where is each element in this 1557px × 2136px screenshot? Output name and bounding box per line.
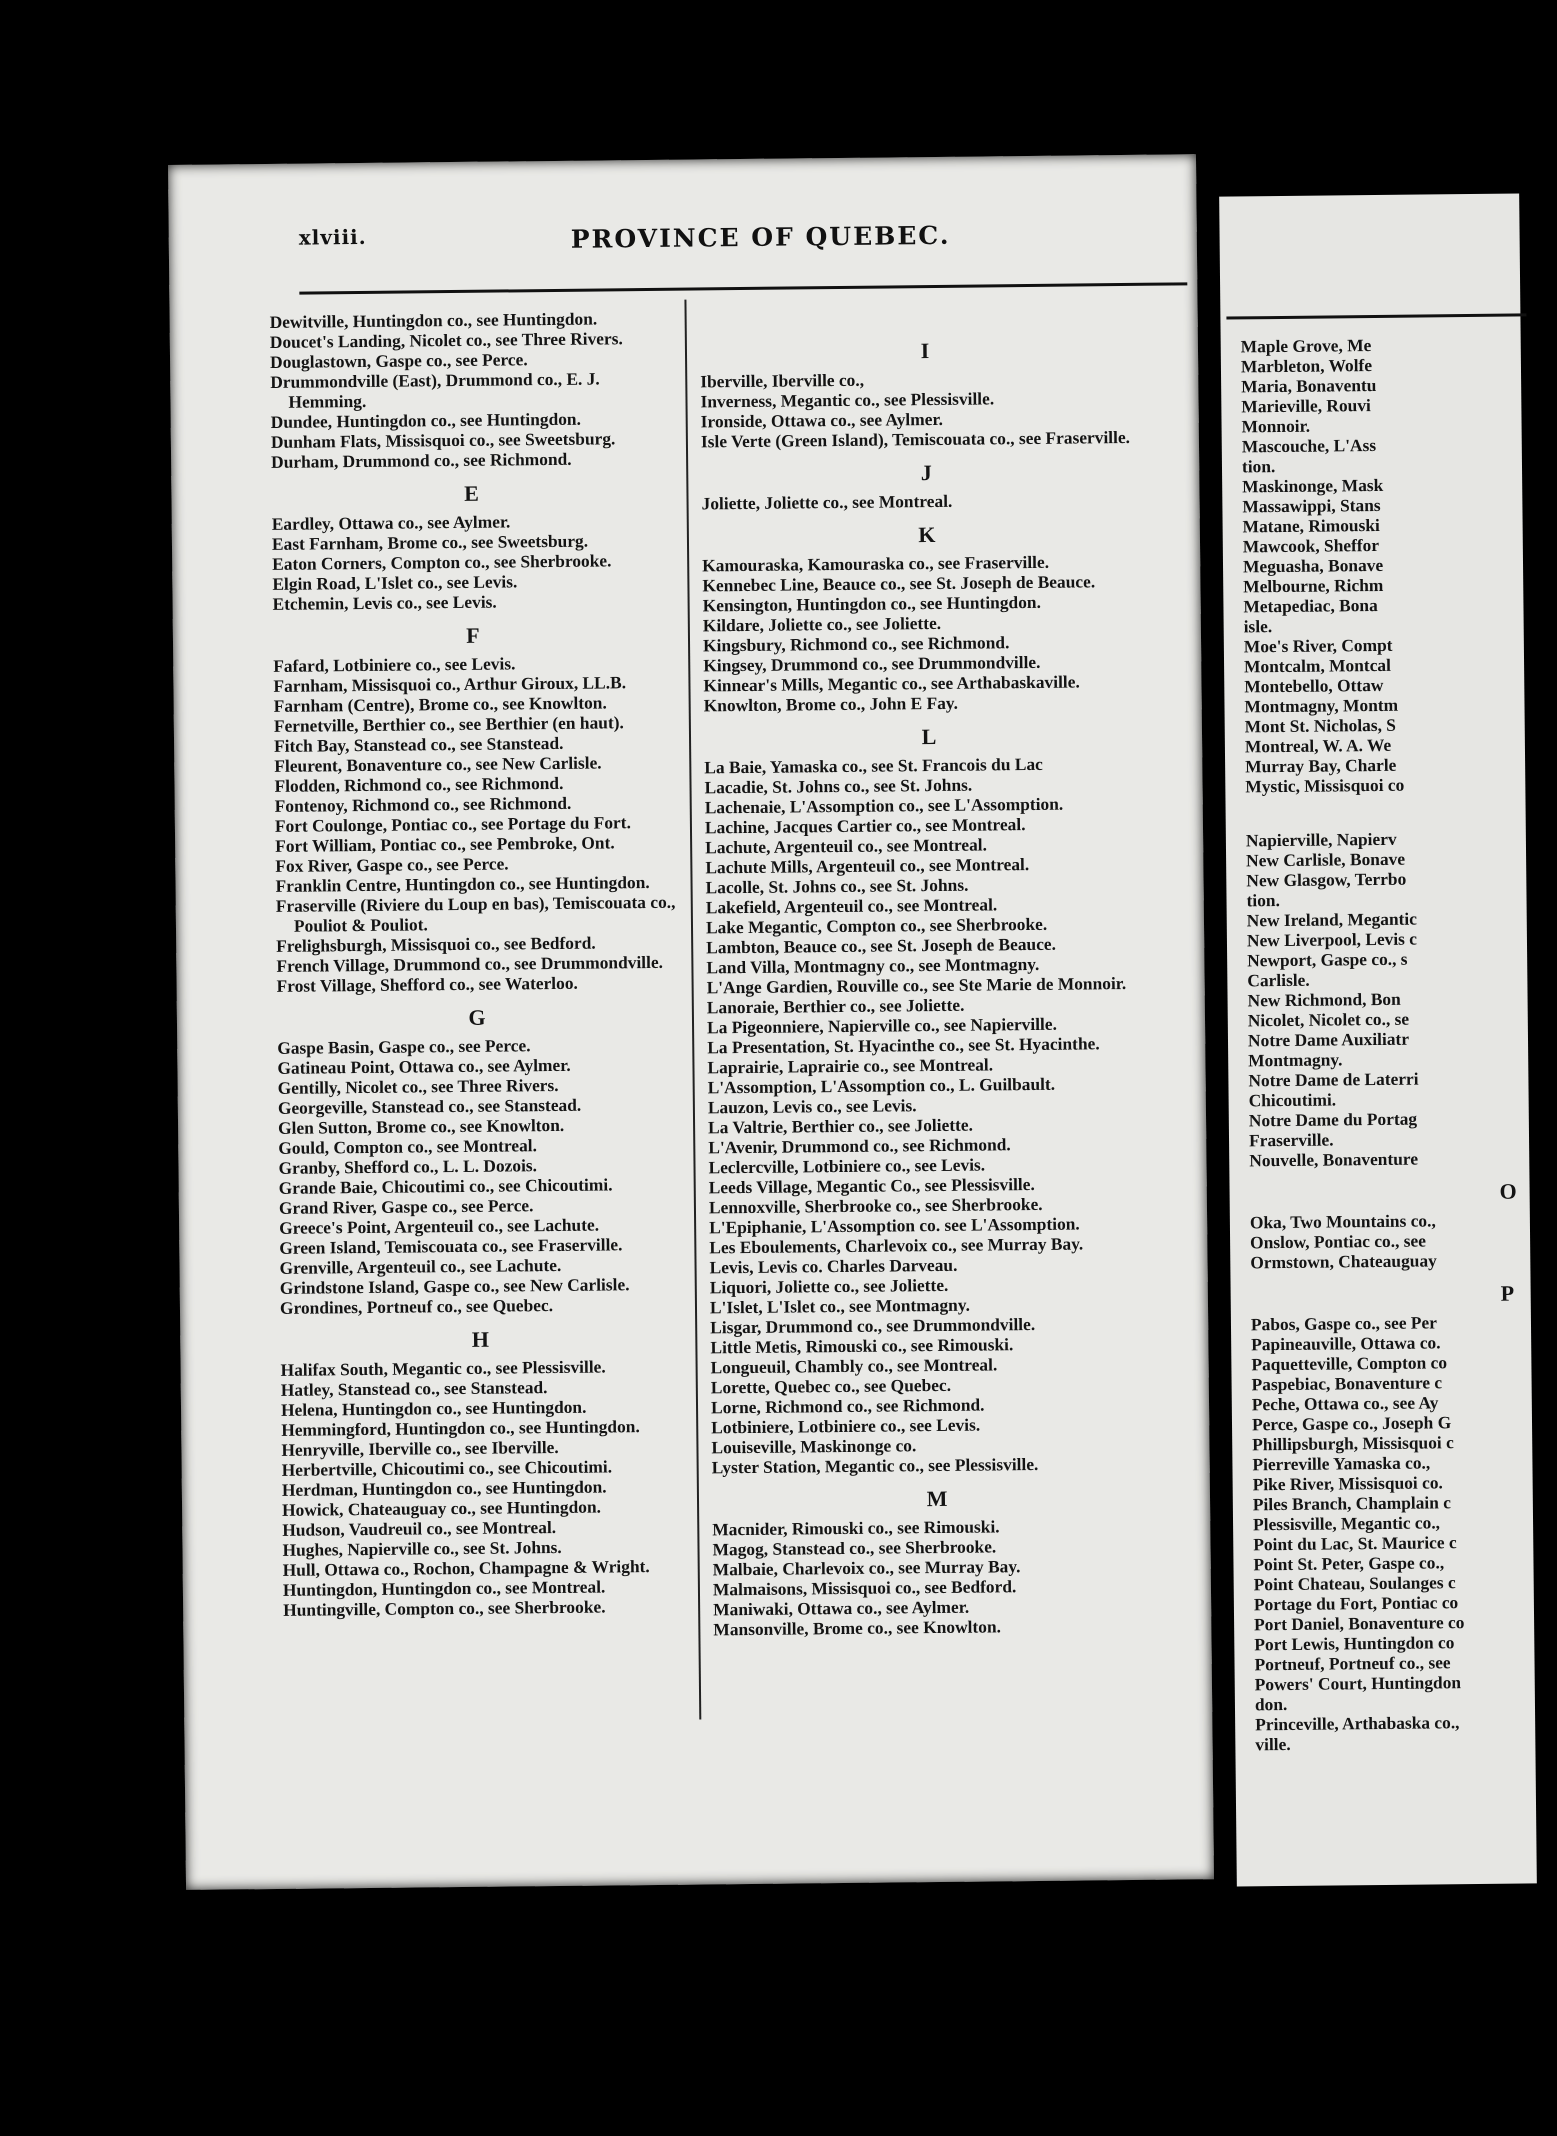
- index-entry: Drummondville (East), Drummond co., E. J. Hemming.: [270, 368, 600, 412]
- index-entry: Frost Village, Shefford co., see Waterloo.: [276, 972, 578, 996]
- index-entry: Granby, Shefford co., L. L. Dozois.: [278, 1155, 538, 1178]
- letter-heading-g: G: [468, 1004, 486, 1030]
- index-entry: Frelighsburgh, Missisquoi co., see Bedford.: [276, 932, 596, 956]
- index-entry: Howick, Chateauguay co., see Huntingdon.: [281, 1496, 602, 1520]
- index-entry: Gaspe Basin, Gaspe co., see Perce.: [277, 1035, 531, 1058]
- index-entry: Elgin Road, L'Islet co., see Levis.: [272, 571, 518, 594]
- index-entry: East Farnham, Brome co., see Sweetsburg.: [271, 530, 589, 554]
- next-page-line: Montmagny.: [1248, 1049, 1343, 1071]
- index-entry: Lotbiniere, Lotbiniere co., see Levis.: [711, 1414, 981, 1438]
- next-page-line: Metapediac, Bona: [1243, 594, 1378, 617]
- index-entry: L'Islet, L'Islet co., see Montmagny.: [709, 1294, 970, 1318]
- next-page-line: Point du Lac, St. Maurice c: [1253, 1532, 1457, 1555]
- next-page-line: Murray Bay, Charle: [1245, 754, 1397, 777]
- next-group-m: [1241, 333, 1546, 796]
- group-j: [701, 489, 1151, 514]
- index-entry: Kinnear's Mills, Megantic co., see Arthabaskaville.: [703, 671, 1080, 696]
- index-entry: Maniwaki, Ottawa co., see Aylmer.: [713, 1596, 970, 1620]
- next-group-o: [1250, 1209, 1551, 1272]
- next-page-line: Point Chateau, Soulanges c: [1253, 1572, 1456, 1595]
- index-entry: Grande Baie, Chicoutimi co., see Chicoutimi.: [278, 1174, 613, 1198]
- next-page-line: Matane, Rimouski: [1242, 514, 1380, 537]
- next-page-line: Nicolet, Nicolet co., se: [1247, 1008, 1410, 1031]
- index-entry: Kingsbury, Richmond co., see Richmond.: [702, 632, 1010, 656]
- index-entry: Grindstone Island, Gaspe co., see New Carlisle.: [279, 1274, 630, 1298]
- index-entry: Lyster Station, Megantic co., see Plessisville.: [711, 1453, 1039, 1478]
- page-header: [299, 217, 1169, 256]
- index-entry: Kildare, Joliette co., see Joliette.: [702, 612, 942, 636]
- letter-heading-h: H: [471, 1326, 490, 1352]
- next-page-line: New Richmond, Bon: [1247, 988, 1401, 1011]
- index-entry: Herbertville, Chicoutimi co., see Chicoutimi.: [281, 1456, 613, 1480]
- next-page-line: New Glasgow, Terrbo: [1246, 868, 1407, 891]
- index-entry: Longueuil, Chambly co., see Montreal.: [710, 1354, 998, 1378]
- next-page-line: New Liverpool, Levis c: [1246, 928, 1418, 951]
- next-letter-heading-p: P: [1500, 1280, 1515, 1306]
- page-number: xlviii.: [298, 224, 367, 250]
- index-entry: Franklin Centre, Huntingdon co., see Huntingdon.: [275, 871, 650, 896]
- index-entry: Grondines, Portneuf co., see Quebec.: [279, 1295, 554, 1318]
- letter-heading-l: L: [921, 723, 937, 750]
- index-entry: Magog, Stanstead co., see Sherbrooke.: [712, 1536, 997, 1560]
- next-page-line: Portneuf, Portneuf co., see: [1254, 1652, 1451, 1675]
- index-entry: Lachute, Argenteuil co., see Montreal.: [705, 834, 988, 858]
- index-entry: Iberville, Iberville co.,: [700, 369, 865, 392]
- letter-heading-e: E: [463, 480, 479, 506]
- group-h: [281, 1356, 684, 1620]
- index-entry: Kingsey, Drummond co., see Drummondville.: [703, 651, 1041, 676]
- index-entry: Flodden, Richmond co., see Richmond.: [274, 772, 564, 796]
- index-entry: Mansonville, Brome co., see Knowlton.: [713, 1616, 1002, 1640]
- next-group-p: [1251, 1311, 1556, 1754]
- next-page-line: Maskinonge, Mask: [1242, 474, 1384, 497]
- index-entry: Farnham, Missisquoi co., Arthur Giroux, LL.B.: [273, 672, 627, 696]
- index-entry: Malmaisons, Missisquoi co., see Bedford.: [712, 1576, 1017, 1600]
- index-entry: Lorne, Richmond co., see Richmond.: [710, 1394, 985, 1418]
- index-entry: Hull, Ottawa co., Rochon, Champagne & Wright.: [282, 1556, 650, 1580]
- index-entry: Dunham Flats, Missisquoi co., see Sweetsburg.: [270, 428, 616, 452]
- letter-heading-m: M: [926, 1485, 948, 1512]
- next-page-line: Onslow, Pontiac co., see: [1250, 1230, 1427, 1253]
- next-page-line: Maria, Bonaventu: [1241, 374, 1377, 397]
- index-entry: Lachine, Jacques Cartier co., see Montreal.: [704, 814, 1026, 838]
- next-page-line: Mystic, Missisquoi co: [1245, 774, 1405, 797]
- index-entry: Dundee, Huntingdon co., see Huntingdon.: [270, 408, 582, 432]
- group-i: [700, 367, 1151, 452]
- group-g: [277, 1034, 680, 1318]
- index-entry: Lauzon, Levis co., see Levis.: [707, 1095, 917, 1118]
- index-entry: Liquori, Joliette co., see Joliette.: [709, 1274, 949, 1298]
- next-page-column: [1241, 333, 1556, 1754]
- next-page-line: Powers' Court, Huntingdon: [1254, 1672, 1462, 1695]
- next-page-line: Ormstown, Chateauguay: [1250, 1250, 1437, 1273]
- index-entry: La Baie, Yamaska co., see St. Francois du Lac: [704, 753, 1043, 778]
- index-entry: L'Avenir, Drummond co., see Richmond.: [708, 1134, 1011, 1158]
- index-entry: Huntingdon, Huntingdon co., see Montreal.: [282, 1576, 606, 1600]
- next-page-line: Port Lewis, Huntingdon co: [1254, 1632, 1455, 1655]
- index-entry: Eaton Corners, Compton co., see Sherbrooke.: [272, 550, 612, 574]
- index-entry: L'Ange Gardien, Rouville co., see Ste Marie de Monnoir.: [706, 973, 1127, 998]
- index-entry: Fleurent, Bonaventure co., see New Carlisle.: [274, 752, 602, 776]
- index-entry: Gentilly, Nicolet co., see Three Rivers.: [277, 1074, 559, 1098]
- index-entry: Hemmingford, Huntingdon co., see Huntingdon.: [281, 1416, 640, 1440]
- next-page-line: Meguasha, Bonave: [1242, 554, 1384, 577]
- index-entry: Fafard, Lotbiniere co., see Levis.: [273, 653, 516, 676]
- next-page-line: Monnoir.: [1241, 415, 1311, 437]
- index-entry: Hughes, Napierville co., see St. Johns.: [282, 1536, 562, 1560]
- index-entry: Little Metis, Rimouski co., see Rimouski.: [710, 1334, 1014, 1358]
- right-column: [700, 325, 1164, 1640]
- index-entry: Grand River, Gaspe co., see Perce.: [278, 1195, 534, 1218]
- index-entry: Dewitville, Huntingdon co., see Huntingdon.: [269, 308, 598, 332]
- next-page-line: New Carlisle, Bonave: [1246, 848, 1406, 871]
- letter-heading-f: F: [466, 622, 480, 648]
- next-page-line: Napierville, Napierv: [1245, 828, 1397, 851]
- next-page-line: Phillipsburgh, Missisquoi c: [1252, 1432, 1454, 1455]
- group-l: [704, 753, 1162, 1478]
- next-page-line: Mascouche, L'Ass: [1241, 434, 1377, 457]
- next-page-line: Notre Dame du Portag: [1248, 1108, 1418, 1131]
- next-page-line: isle.: [1243, 616, 1273, 637]
- page-title: PROVINCE OF QUEBEC.: [570, 220, 951, 254]
- next-page-line: Notre Dame de Laterri: [1248, 1068, 1419, 1091]
- index-entry: Ironside, Ottawa co., see Aylmer.: [700, 408, 943, 432]
- index-entry: Glen Sutton, Brome co., see Knowlton.: [277, 1114, 565, 1138]
- next-page-line: New Ireland, Megantic: [1246, 908, 1418, 931]
- index-entry: Fraserville (Riviere du Loup en bas), Temiscouata co., Pouliot & Pouliot.: [275, 891, 676, 936]
- next-page-line: Paquetteville, Compton co: [1251, 1352, 1448, 1375]
- index-entry: Louiseville, Maskinonge co.: [711, 1435, 917, 1458]
- index-entry: French Village, Drummond co., see Drummondville.: [276, 951, 664, 976]
- index-entry: Kamouraska, Kamouraska co., see Fraserville.: [702, 551, 1050, 576]
- index-entry: L'Epiphanie, L'Assomption co. see L'Assomption.: [709, 1213, 1080, 1238]
- next-page-line: don.: [1254, 1693, 1288, 1715]
- next-page-line: Nouvelle, Bonaventure: [1249, 1148, 1419, 1171]
- index-entry: Kensington, Huntingdon co., see Huntingdon.: [702, 591, 1041, 616]
- next-page-line: Pike River, Missisquoi co.: [1252, 1472, 1443, 1495]
- next-page-line: Montebello, Ottaw: [1244, 674, 1384, 697]
- index-entry: Fernetville, Berthier co., see Berthier (en haut).: [273, 712, 624, 736]
- index-entry: Georgeville, Stanstead co., see Stanstead.: [277, 1094, 582, 1118]
- index-entry: Fox River, Gaspe co., see Perce.: [275, 853, 509, 876]
- index-entry: Leclercville, Lotbiniere co., see Levis.: [708, 1154, 986, 1178]
- next-page-line: Montmagny, Montm: [1244, 694, 1399, 717]
- index-entry: Greece's Point, Argenteuil co., see Lachute.: [279, 1214, 600, 1238]
- index-entry: La Presentation, St. Hyacinthe co., see St. Hyacinthe.: [707, 1033, 1100, 1058]
- index-entry: Lisgar, Drummond co., see Drummondville.: [710, 1313, 1036, 1338]
- next-page-line: Port Daniel, Bonaventure co: [1254, 1612, 1465, 1635]
- next-page-line: Melbourne, Richm: [1243, 574, 1384, 597]
- index-entry: Inverness, Megantic co., see Plessisville.: [700, 388, 995, 412]
- next-page-line: tion.: [1241, 456, 1276, 477]
- next-page-line: Montreal, W. A. We: [1244, 734, 1392, 757]
- index-entry: Douglastown, Gaspe co., see Perce.: [269, 349, 528, 372]
- group-m: [712, 1515, 1163, 1640]
- group-f: [273, 652, 677, 996]
- index-entry: Leeds Village, Megantic Co., see Plessisville.: [708, 1173, 1035, 1198]
- index-entry: Macnider, Rimouski co., see Rimouski.: [712, 1516, 1000, 1540]
- index-entry: Lachenaie, L'Assomption co., see L'Assomption.: [704, 793, 1064, 818]
- next-page-line: Moe's River, Compt: [1243, 634, 1393, 657]
- index-entry: Les Eboulements, Charlevoix co., see Murray Bay.: [709, 1233, 1084, 1258]
- index-entry: Malbaie, Charlevoix co., see Murray Bay.: [712, 1556, 1021, 1580]
- index-entry: Farnham (Centre), Brome co., see Knowlton.: [273, 692, 607, 716]
- index-entry: Joliette, Joliette co., see Montreal.: [701, 490, 953, 514]
- index-entry: Knowlton, Brome co., John E Fay.: [703, 692, 959, 716]
- index-entry: Laprairie, Laprairie co., see Montreal.: [707, 1054, 994, 1078]
- next-page-line: Montcalm, Montcal: [1243, 654, 1392, 677]
- index-entry: Gatineau Point, Ottawa co., see Aylmer.: [277, 1054, 571, 1078]
- next-page-line: Mawcook, Sheffor: [1242, 534, 1380, 557]
- index-entry: Doucet's Landing, Nicolet co., see Three Rivers.: [269, 328, 623, 352]
- next-page-line: Carlisle.: [1247, 969, 1310, 991]
- index-entry: Lanoraie, Berthier co., see Joliette.: [706, 994, 965, 1018]
- index-entry: Etchemin, Levis co., see Levis.: [272, 591, 497, 614]
- next-page-line: Marbleton, Wolfe: [1240, 355, 1373, 377]
- next-page-line: Plessisville, Megantic co.,: [1252, 1512, 1441, 1535]
- next-letter-heading-o: O: [1499, 1178, 1517, 1204]
- index-entry: Huntingville, Compton co., see Sherbrooke.: [283, 1596, 606, 1620]
- next-page-line: Paspebiac, Bonaventure c: [1251, 1372, 1443, 1395]
- next-page-rule: [1226, 313, 1526, 319]
- index-entry: Hatley, Stanstead co., see Stanstead.: [280, 1377, 548, 1400]
- next-group-n: [1246, 827, 1550, 1170]
- index-entry: Land Villa, Montmagny co., see Montmagny.: [706, 953, 1040, 978]
- index-entry: La Valtrie, Berthier co., see Joliette.: [708, 1114, 974, 1138]
- header-rule: [299, 282, 1187, 294]
- next-page-line: Point St. Peter, Gaspe co.,: [1253, 1552, 1445, 1575]
- index-entry: Lennoxville, Sherbrooke co., see Sherbrooke.: [708, 1193, 1043, 1218]
- index-entry: La Pigeonniere, Napierville co., see Napierville.: [706, 1013, 1057, 1038]
- index-entry: Eardley, Ottawa co., see Aylmer.: [271, 511, 511, 534]
- next-page-line: Fraserville.: [1248, 1129, 1334, 1151]
- next-page: [1219, 193, 1537, 1886]
- index-entry: Lorette, Quebec co., see Quebec.: [710, 1374, 952, 1398]
- next-page-line: Princeville, Arthabaska co.,: [1255, 1712, 1460, 1735]
- index-entry: Lacolle, St. Johns co., see St. Johns.: [705, 874, 969, 898]
- letter-heading-j: J: [920, 460, 932, 486]
- index-entry: Fontenoy, Richmond co., see Richmond.: [274, 792, 572, 816]
- next-page-line: Chicoutimi.: [1248, 1089, 1337, 1111]
- next-page-line: tion.: [1246, 890, 1280, 911]
- next-page-line: Perce, Gaspe co., Joseph G: [1251, 1412, 1452, 1435]
- index-entry: Gould, Compton co., see Montreal.: [278, 1135, 537, 1158]
- index-entry: Fort Coulonge, Pontiac co., see Portage du Fort.: [274, 812, 631, 836]
- column-divider: [684, 300, 701, 1720]
- index-entry: Durham, Drummond co., see Richmond.: [271, 448, 572, 472]
- index-entry: Isle Verte (Green Island), Temiscouata co., see Fraserville.: [700, 426, 1131, 452]
- index-entry: Halifax South, Megantic co., see Plessisville.: [280, 1356, 606, 1380]
- next-page-line: Notre Dame Auxiliatr: [1247, 1028, 1410, 1051]
- next-page-line: Pierreville Yamaska co.,: [1252, 1452, 1431, 1475]
- next-page-line: Maple Grove, Me: [1240, 335, 1372, 357]
- next-page-line: Marieville, Rouvi: [1241, 395, 1371, 417]
- index-entry: Green Island, Temiscouata co., see Fraserville.: [279, 1234, 623, 1258]
- index-entry: Henryville, Iberville co., see Iberville.: [281, 1436, 559, 1460]
- index-entry: Levis, Levis co. Charles Darveau.: [709, 1254, 958, 1278]
- group-k: [702, 551, 1154, 716]
- index-entry: Helena, Huntingdon co., see Huntingdon.: [280, 1396, 587, 1420]
- next-page-line: Oka, Two Mountains co.,: [1249, 1210, 1436, 1233]
- next-page-line: ville.: [1255, 1733, 1291, 1755]
- next-page-line: Peche, Ottawa co., see Ay: [1251, 1392, 1439, 1415]
- group-d: [270, 308, 672, 472]
- next-page-line: Piles Branch, Champlain c: [1252, 1492, 1452, 1515]
- next-page-line: Portage du Fort, Pontiac co: [1253, 1592, 1459, 1615]
- letter-heading-i: I: [920, 338, 930, 364]
- document-page: [168, 154, 1214, 1890]
- letter-heading-k: K: [918, 521, 936, 548]
- index-entry: Fitch Bay, Stanstead co., see Stanstead.: [273, 732, 564, 756]
- index-entry: Lachute Mills, Argenteuil co., see Montreal.: [705, 854, 1030, 878]
- next-page-line: Papineauville, Ottawa co.: [1251, 1332, 1441, 1355]
- next-page-line: Mont St. Nicholas, S: [1244, 714, 1397, 737]
- index-entry: L'Assomption, L'Assomption co., L. Guilbault.: [707, 1073, 1056, 1098]
- index-entry: Lacadie, St. Johns co., see St. Johns.: [704, 774, 973, 798]
- index-entry: Fort William, Pontiac co., see Pembroke, Ont.: [275, 832, 615, 856]
- next-page-line: Pabos, Gaspe co., see Per: [1250, 1312, 1438, 1335]
- index-entry: Herdman, Huntingdon co., see Huntingdon.: [281, 1476, 607, 1500]
- index-entry: Lakefield, Argenteuil co., see Montreal.: [705, 894, 998, 918]
- index-entry: Lake Megantic, Compton co., see Sherbrooke.: [705, 913, 1048, 938]
- index-entry: Lambton, Beauce co., see St. Joseph de Beauce.: [706, 933, 1057, 958]
- next-page-line: Newport, Gaspe co., s: [1247, 948, 1408, 971]
- group-e: [272, 510, 673, 614]
- index-entry: Grenville, Argenteuil co., see Lachute.: [279, 1254, 562, 1278]
- next-page-line: Massawippi, Stans: [1242, 494, 1381, 517]
- index-entry: Kennebec Line, Beauce co., see St. Joseph de Beauce.: [702, 571, 1096, 596]
- left-column: [270, 308, 684, 1620]
- index-entry: Hudson, Vaudreuil co., see Montreal.: [282, 1517, 557, 1540]
